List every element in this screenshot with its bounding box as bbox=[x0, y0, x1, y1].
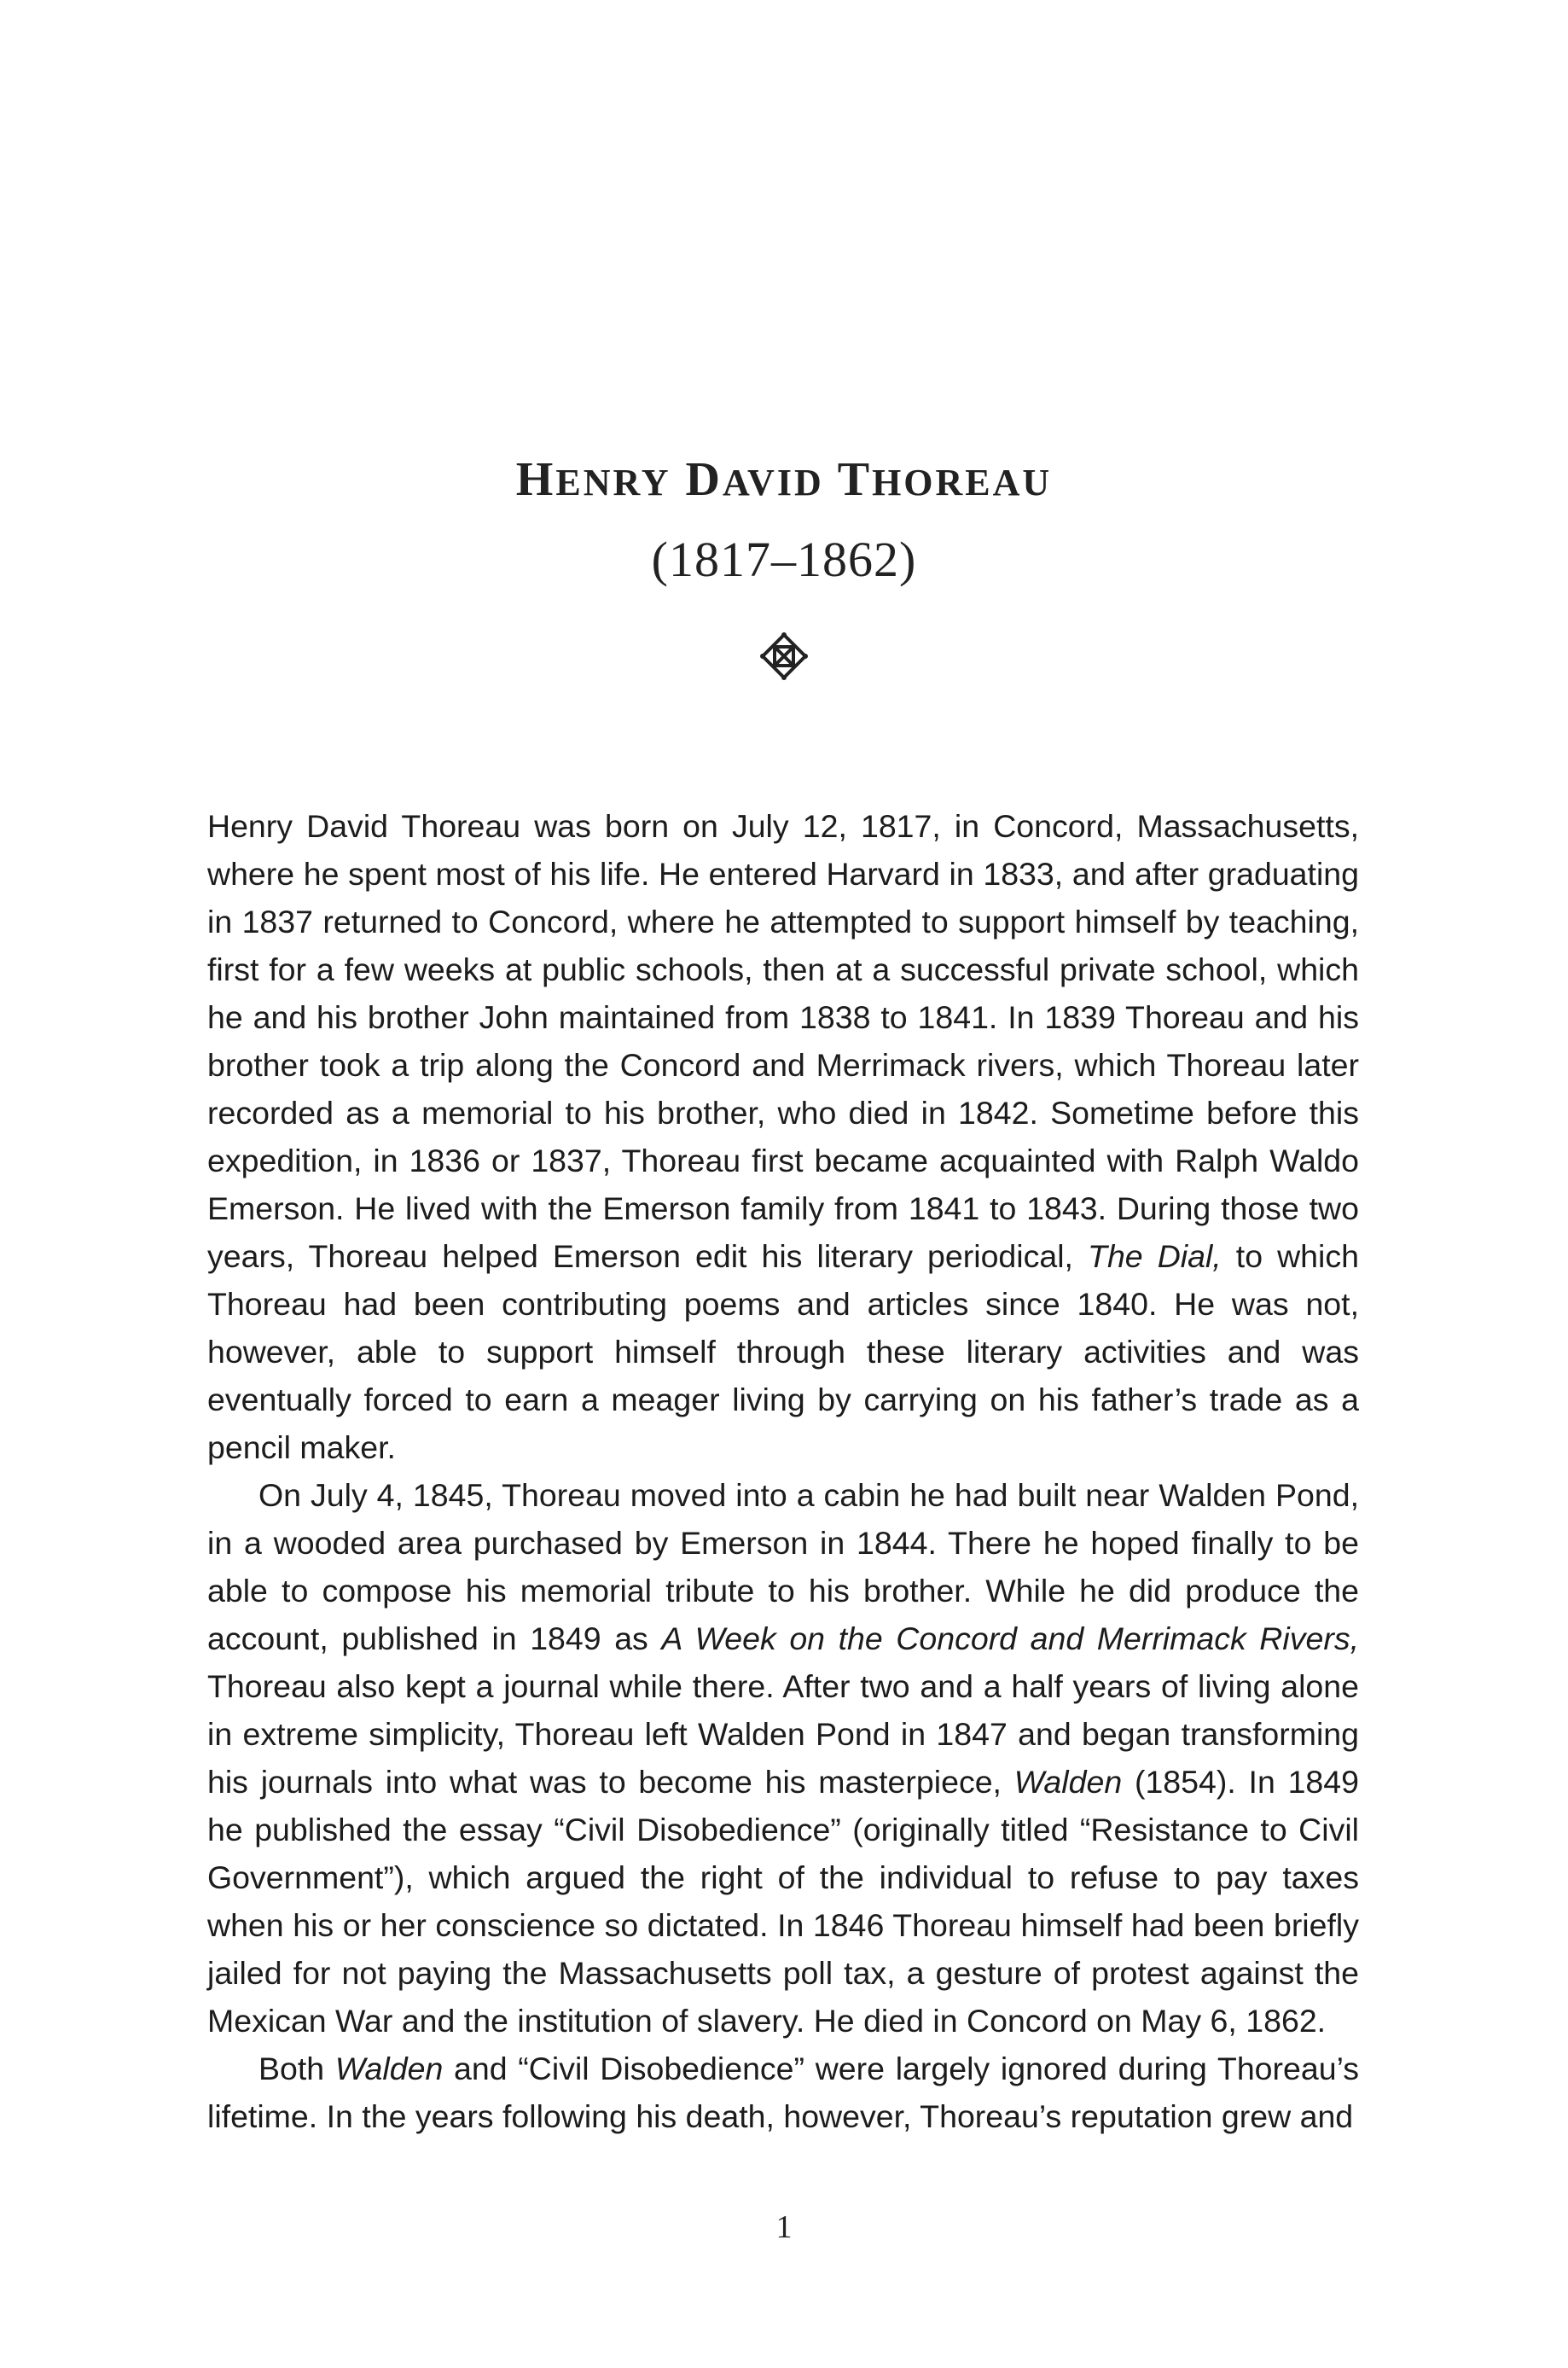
title-word: HENRY bbox=[515, 453, 671, 506]
page-number: 1 bbox=[775, 2209, 793, 2245]
biography-text bbox=[207, 802, 1359, 2140]
paragraph: On July 4, 1845, Thoreau moved into a cabin he had built near Walden Pond, in a wooded area purchased by Emerson in 1844. There he hoped finally to be able to compose his memorial tribute to his brother. While he did produce the account, published in 1849 as A Week on the Concord and Merrimack Rivers, Thoreau also kept a journal while there. After two and a half years of living alone in extreme simplicity, Thoreau left Walden Pond in 1847 and began transforming his journals into what was to become his masterpiece, Walden (1854). In 1849 he published the essay “Civil Disobedience” (originally titled “Resistance to Civil Government”), which argued the right of the individual to refuse to pay taxes when his or her conscience so dictated. In 1846 Thoreau himself had been briefly jailed for not paying the Massachusetts poll tax, a gesture of protest against the Mexican War and the institution of slavery. He died in Concord on May 6, 1862. bbox=[207, 1477, 1359, 2039]
title-word: THOREAU bbox=[837, 453, 1053, 506]
paragraph: Both Walden and “Civil Disobedience” were largely ignored during Thoreau’s lifetime. In the years following his death, however, Thoreau’s reputation grew and bbox=[207, 2051, 1359, 2134]
diamond-knot-ornament-icon bbox=[759, 631, 809, 681]
book-title: A Week on the Concord and Merrimack Rivers, bbox=[661, 1620, 1359, 1656]
periodical-title: The Dial, bbox=[1088, 1238, 1222, 1274]
title-word: DAVID bbox=[685, 453, 824, 506]
book-title: Walden bbox=[1013, 1764, 1123, 1800]
paragraph: Henry David Thoreau was born on July 12, 1817, in Concord, Massachusetts, where he spent most of his life. He entered Harvard in 1833, and after graduating in 1837 returned to Concord, where he attempted to support himself by teaching, first for a few weeks at public schools, then at a successful private school, which he and his brother John maintained from 1838 to 1841. In 1839 Thoreau and his brother took a trip along the Concord and Merrimack rivers, which Thoreau later recorded as a memorial to his brother, who died in 1842. Sometime before this expedition, in 1836 or 1837, Thoreau first became acquainted with Ralph Waldo Emerson. He lived with the Emerson family from 1841 to 1843. During those two years, Thoreau helped Emerson edit his literary periodical, The Dial, to which Thoreau had been contributing poems and articles since 1840. He was not, however, able to support himself through these literary activities and was eventually forced to earn a meager living by carrying on his father’s trade as a pencil maker. bbox=[207, 808, 1359, 1465]
chapter-title bbox=[0, 452, 1568, 507]
book-title: Walden bbox=[334, 2051, 444, 2086]
chapter-dates: (1817–1862) bbox=[651, 532, 917, 587]
